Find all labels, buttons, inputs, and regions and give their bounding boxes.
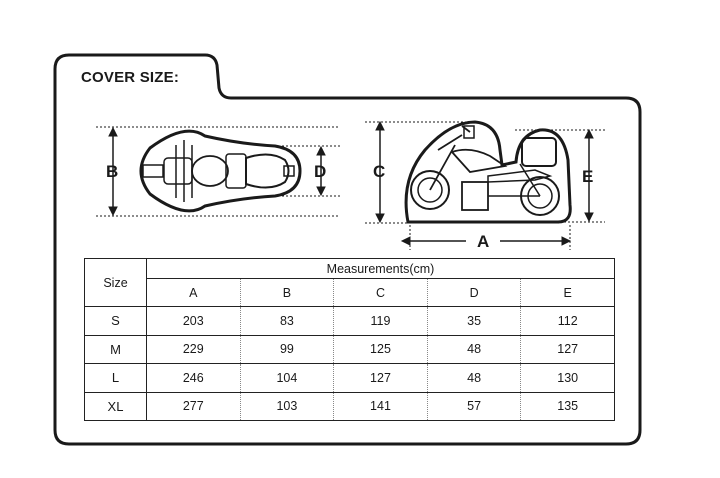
size-table — [84, 258, 615, 421]
table-row — [85, 392, 615, 421]
dimension-label-d: D — [314, 162, 327, 181]
table-row — [85, 364, 615, 393]
row-size: M — [85, 335, 147, 364]
cell-a: 229 — [147, 335, 241, 364]
cell-e: 135 — [521, 392, 615, 421]
cell-e: 130 — [521, 364, 615, 393]
cell-b: 104 — [240, 364, 334, 393]
dimension-label-e: E — [582, 167, 594, 186]
size-header: Size — [85, 259, 147, 307]
cell-a: 246 — [147, 364, 241, 393]
column-header-d: D — [427, 279, 521, 307]
cell-e: 112 — [521, 307, 615, 336]
dimension-label-a: A — [477, 232, 490, 251]
column-header-e: E — [521, 279, 615, 307]
dimension-label-c: C — [373, 162, 386, 181]
page-title: COVER SIZE: — [81, 69, 180, 86]
cell-d: 48 — [427, 335, 521, 364]
table-row — [85, 307, 615, 336]
top-view-diagram — [96, 127, 340, 216]
measurements-header: Measurements(cm) — [147, 259, 615, 279]
cell-e: 127 — [521, 335, 615, 364]
cell-c: 125 — [334, 335, 428, 364]
cell-c: 141 — [334, 392, 428, 421]
cell-b: 83 — [240, 307, 334, 336]
cell-a: 203 — [147, 307, 241, 336]
cell-d: 48 — [427, 364, 521, 393]
cell-b: 103 — [240, 392, 334, 421]
column-header-b: B — [240, 279, 334, 307]
row-size: XL — [85, 392, 147, 421]
dimension-label-b: B — [106, 162, 119, 181]
cell-c: 127 — [334, 364, 428, 393]
column-header-c: C — [334, 279, 428, 307]
cell-d: 35 — [427, 307, 521, 336]
row-size: L — [85, 364, 147, 393]
cell-d: 57 — [427, 392, 521, 421]
row-size: S — [85, 307, 147, 336]
side-view-diagram — [365, 122, 605, 250]
cell-c: 119 — [334, 307, 428, 336]
cell-a: 277 — [147, 392, 241, 421]
column-header-a: A — [147, 279, 241, 307]
cell-b: 99 — [240, 335, 334, 364]
table-row — [85, 335, 615, 364]
